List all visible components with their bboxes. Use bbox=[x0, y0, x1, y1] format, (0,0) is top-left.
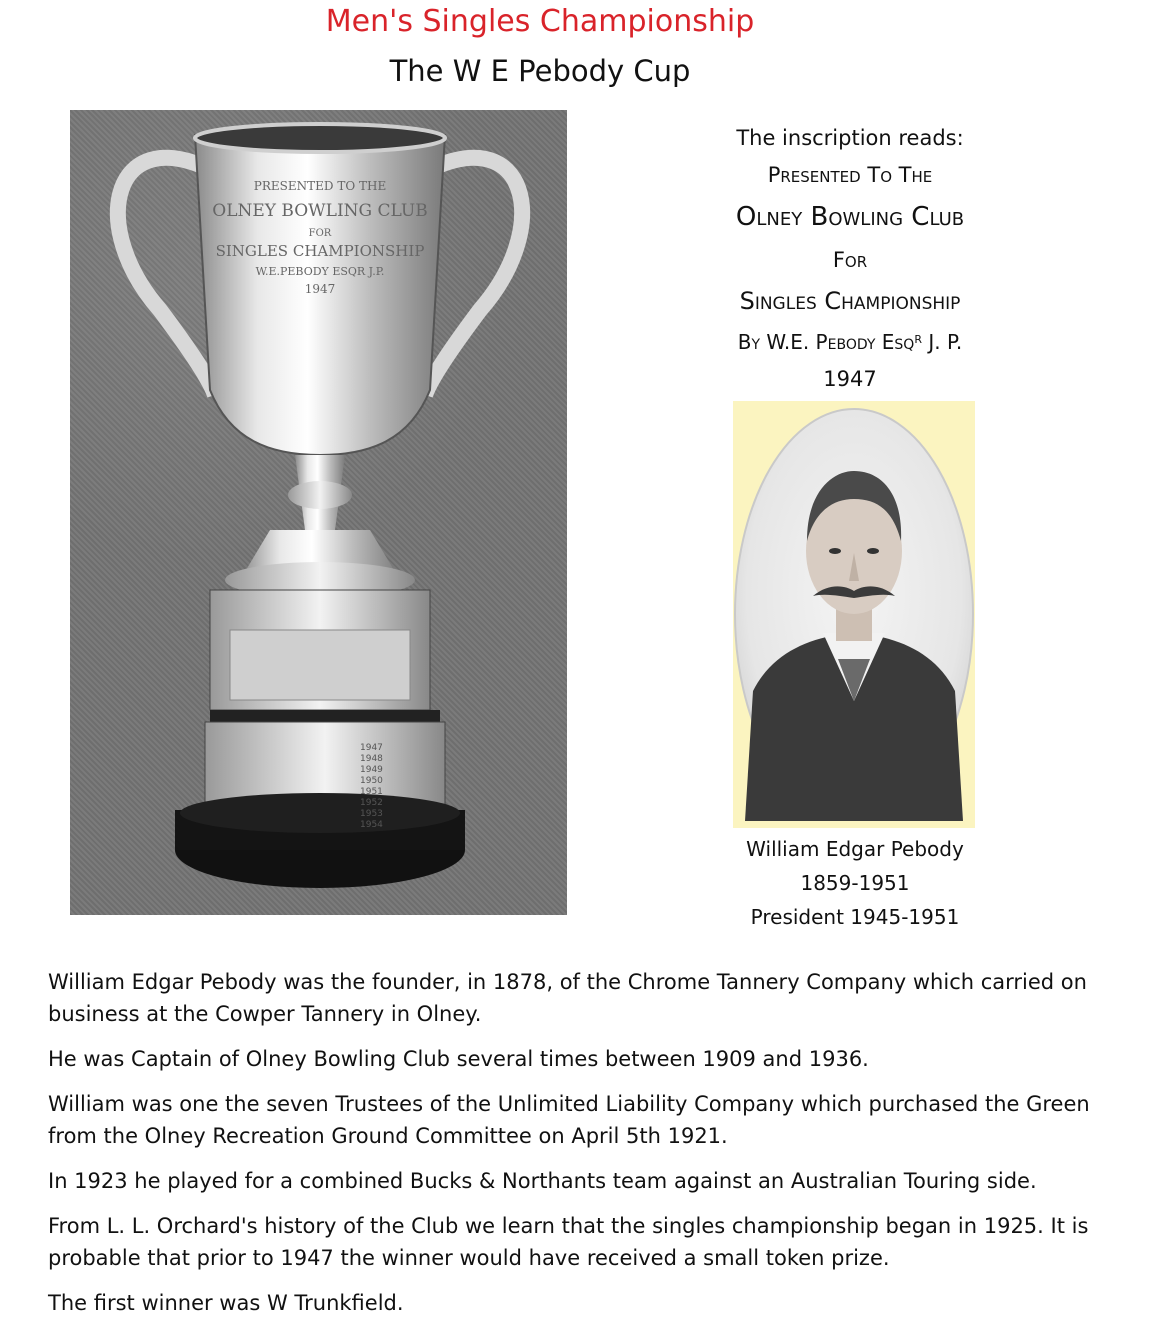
page-title: Men's Singles Championship bbox=[325, 4, 755, 39]
caption-name: William Edgar Pebody bbox=[746, 837, 964, 861]
paragraph: The first winner was W Trunkfield. bbox=[48, 1291, 404, 1315]
trophy-engraving-line: FOR bbox=[308, 228, 332, 239]
trophy-year: 1950 bbox=[360, 776, 383, 786]
inscription-byline: By W.E. Pebody Esq bbox=[737, 330, 915, 354]
paragraph: William Edgar Pebody was the founder, in 1878, of the Chrome Tannery Company which carried on business at the Cowper Tannery in Olney. bbox=[48, 970, 1087, 1026]
trophy-engraving-line: OLNEY BOWLING CLUB bbox=[212, 201, 428, 221]
inscription-year: 1947 bbox=[823, 367, 877, 391]
paragraph: From L. L. Orchard's history of the Club we learn that the singles championship began in 1925. It is probable that prior to 1947 the winner would have received a small token prize. bbox=[48, 1214, 1089, 1270]
paragraph: In 1923 he played for a combined Bucks & Northants team against an Australian Touring side. bbox=[48, 1169, 1037, 1193]
trophy-year: 1948 bbox=[360, 754, 383, 764]
body-text bbox=[48, 966, 1118, 1332]
trophy-year: 1952 bbox=[360, 798, 383, 808]
trophy-year: 1947 bbox=[360, 743, 383, 753]
trophy-year: 1949 bbox=[360, 765, 383, 775]
inscription-byline-suffix: J. P. bbox=[921, 330, 963, 354]
caption-dates: 1859-1951 bbox=[800, 871, 910, 895]
page-subtitle: The W E Pebody Cup bbox=[389, 54, 691, 88]
trophy-photo bbox=[70, 110, 567, 915]
inscription-line: Presented To The bbox=[767, 163, 933, 187]
trophy-year: 1953 bbox=[360, 809, 383, 819]
portrait-illustration bbox=[733, 401, 975, 828]
inscription-line bbox=[680, 324, 1020, 360]
portrait-caption bbox=[680, 832, 1030, 934]
trophy-engraving-line: W.E.PEBODY ESQR J.P. bbox=[255, 265, 385, 278]
inscription-line: Singles Championship bbox=[739, 287, 961, 315]
paragraph: He was Captain of Olney Bowling Club several times between 1909 and 1936. bbox=[48, 1047, 869, 1071]
trophy-year: 1954 bbox=[360, 820, 383, 830]
trophy-year: 1951 bbox=[360, 787, 383, 797]
trophy-illustration bbox=[70, 110, 567, 915]
paragraph: William was one the seven Trustees of the Unlimited Liability Company which purchased the Green from the Olney Recreation Ground Committee on April 5th 1921. bbox=[48, 1092, 1090, 1148]
trophy-engraving-line: PRESENTED TO THE bbox=[253, 179, 387, 193]
inscription-intro: The inscription reads: bbox=[736, 126, 964, 150]
inscription-block bbox=[680, 118, 1020, 398]
portrait-photo bbox=[733, 401, 975, 828]
trophy-engraving-line: SINGLES CHAMPIONSHIP bbox=[215, 242, 425, 260]
inscription-line: For bbox=[832, 248, 868, 272]
inscription-line: Olney Bowling Club bbox=[735, 202, 965, 232]
inscription-superscript: R bbox=[914, 333, 922, 346]
caption-role: President 1945-1951 bbox=[750, 905, 960, 929]
trophy-engraving-line: 1947 bbox=[304, 282, 336, 296]
